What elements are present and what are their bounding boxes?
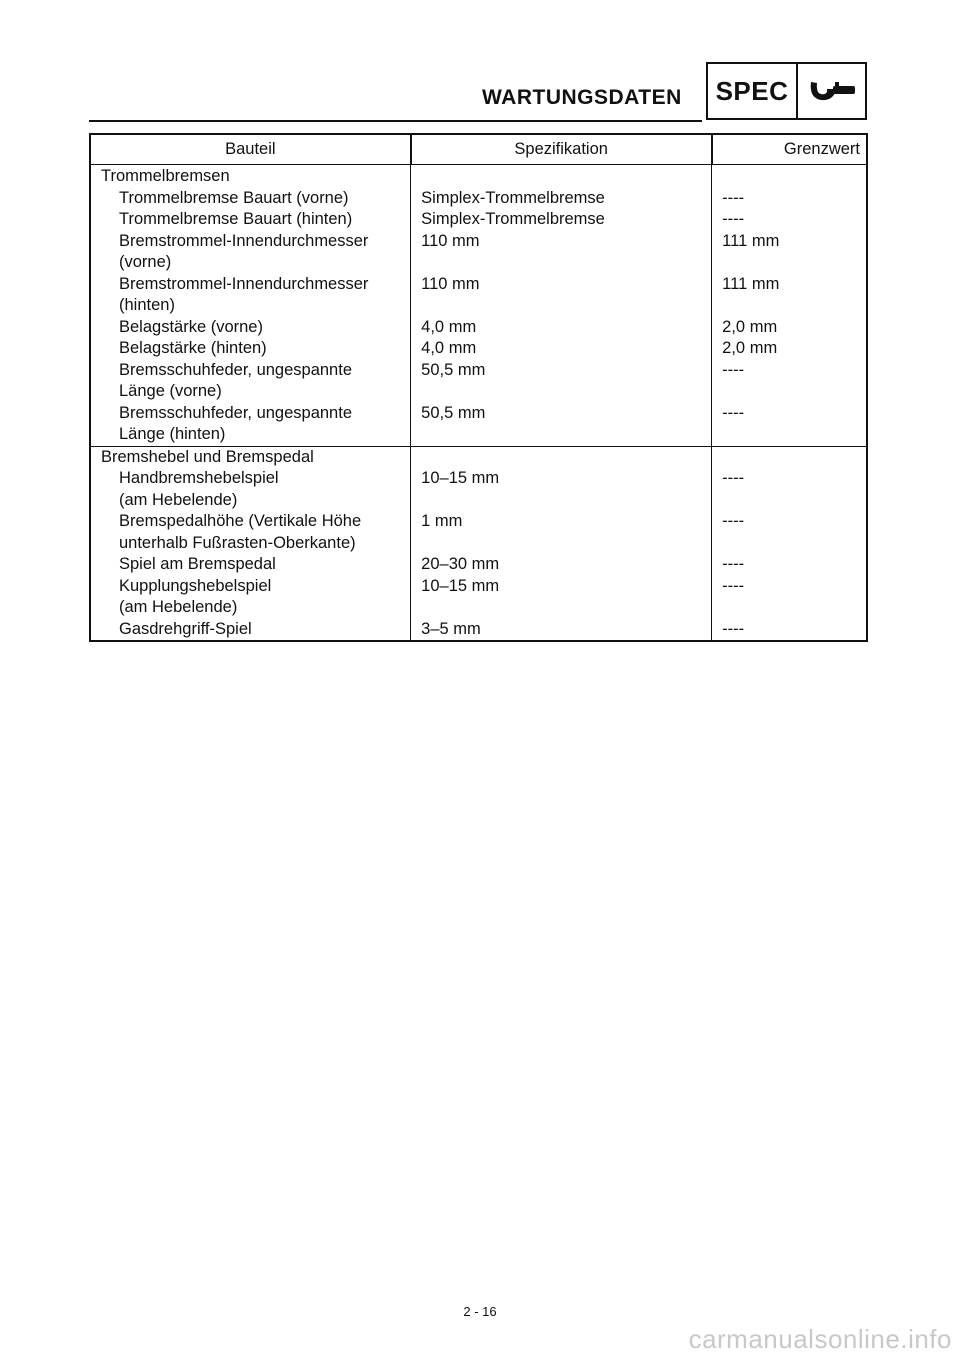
part-line: Spiel am Bremspedal [119,555,276,573]
col-header-part: Bauteil [90,134,411,165]
limit-cell: ---- [712,619,867,642]
part-line: (am Hebelende) [119,490,238,509]
part-cell [90,274,411,317]
wrench-icon [798,64,865,118]
limit-cell: 111 mm [712,274,867,317]
spec-cell: Simplex-Trommelbremse [411,188,712,210]
part-line: Trommelbremse Bauart (hinten) [119,210,353,228]
table-row [90,274,867,317]
spec-cell: 10–15 mm [411,468,712,511]
part-line: Trommelbremse Bauart (vorne) [119,188,349,207]
part-line: Bremsschuhfeder, ungespannte [119,403,352,422]
part-line: Handbremshebelspiel [119,469,279,487]
limit-cell: 2,0 mm [712,317,867,339]
table-header-row [90,134,867,165]
spec-badge-label: SPEC [708,64,798,118]
limit-cell: ---- [712,209,867,231]
part-line: Gasdrehgriff-Spiel [119,619,252,638]
table-row [90,317,867,339]
spec-cell: 1 mm [411,511,712,554]
table-row [90,511,867,554]
limit-cell [712,446,867,468]
part-cell [90,554,411,576]
group-title: Trommelbremsen [90,165,411,188]
spec-cell: 110 mm [411,231,712,274]
limit-cell: ---- [712,511,867,554]
col-header-spec: Spezifikation [411,134,712,165]
part-cell [90,209,411,231]
part-cell [90,360,411,403]
limit-cell: 2,0 mm [712,338,867,360]
limit-cell: ---- [712,468,867,511]
table-row [90,576,867,619]
page-title: WARTUNGSDATEN [482,86,682,109]
table-row [90,403,867,447]
spec-table [89,133,868,642]
group-title-row [90,446,867,468]
spec-cell: 4,0 mm [411,338,712,360]
part-line: Belagstärke (hinten) [119,339,267,357]
table-row [90,209,867,231]
part-cell [90,619,411,642]
spec-cell [411,165,712,188]
spec-cell: 50,5 mm [411,360,712,403]
part-line: Belagstärke (vorne) [119,317,263,336]
spec-cell: 3–5 mm [411,619,712,642]
page-number: 2 - 16 [463,1304,497,1319]
part-line: unterhalb Fußrasten-Oberkante) [119,533,356,552]
table-row [90,188,867,210]
part-line: (vorne) [119,253,172,271]
spec-cell [411,446,712,468]
part-line: (hinten) [119,296,175,314]
limit-cell: ---- [712,188,867,210]
table-row [90,554,867,576]
table-row [90,231,867,274]
spec-cell: 50,5 mm [411,403,712,447]
part-line: Bremspedalhöhe (Vertikale Höhe [119,512,362,530]
header-rule [89,120,702,122]
part-cell [90,403,411,447]
group-title-row [90,165,867,188]
part-line: Kupplungshebelspiel [119,576,272,595]
col-header-limit: Grenzwert [712,134,867,165]
part-cell [90,468,411,511]
limit-cell: ---- [712,576,867,619]
part-cell [90,231,411,274]
watermark: carmanualsonline.info [688,1324,952,1354]
part-line: Bremstrommel-Innendurchmesser [119,274,369,293]
table-row [90,619,867,642]
part-line: Bremsschuhfeder, ungespannte [119,360,352,379]
part-cell [90,338,411,360]
part-line: Länge (hinten) [119,425,226,443]
spec-cell: 20–30 mm [411,554,712,576]
part-cell [90,511,411,554]
limit-cell [712,165,867,188]
limit-cell: ---- [712,554,867,576]
limit-cell: ---- [712,360,867,403]
part-line: (am Hebelende) [119,598,238,616]
part-cell [90,188,411,210]
table-body [90,165,867,642]
spec-cell: 4,0 mm [411,317,712,339]
table-row [90,468,867,511]
part-cell [90,576,411,619]
spec-cell: Simplex-Trommelbremse [411,209,712,231]
group-title: Bremshebel und Bremspedal [90,446,411,468]
part-line: Länge (vorne) [119,382,222,400]
table-row [90,360,867,403]
part-line: Bremstrommel-Innendurchmesser [119,231,369,250]
limit-cell: 111 mm [712,231,867,274]
spec-cell: 110 mm [411,274,712,317]
limit-cell: ---- [712,403,867,447]
table-row [90,338,867,360]
spec-cell: 10–15 mm [411,576,712,619]
part-cell [90,317,411,339]
spec-badge [706,62,867,120]
